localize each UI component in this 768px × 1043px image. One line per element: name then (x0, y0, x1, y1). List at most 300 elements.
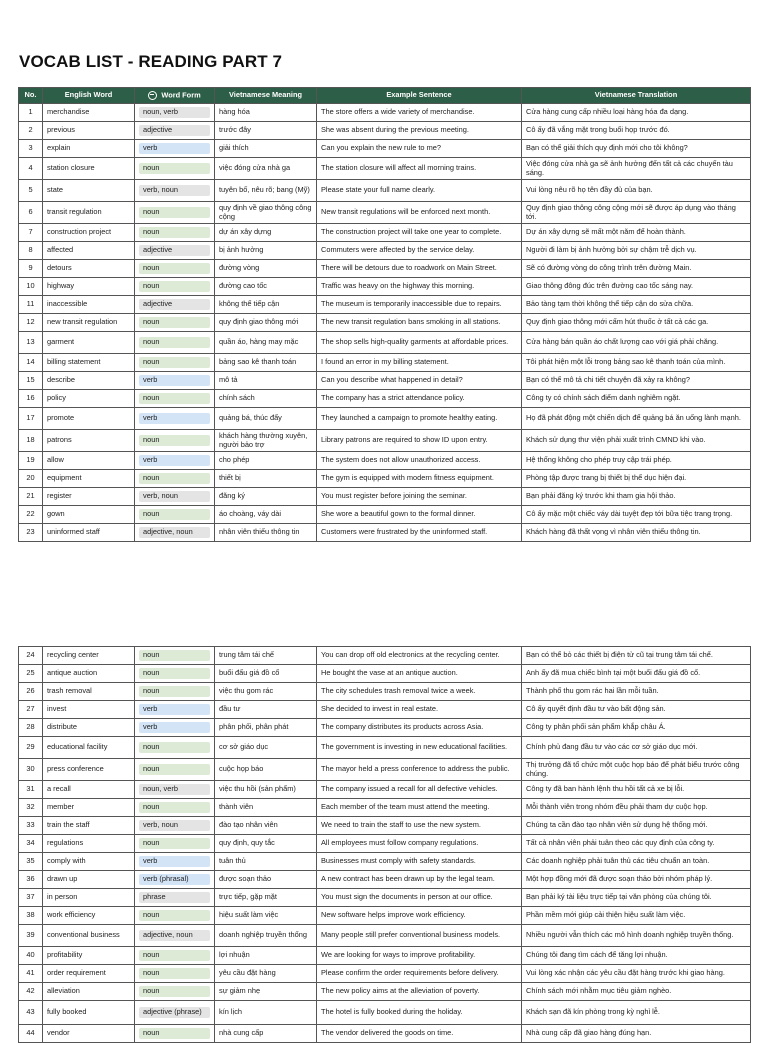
table-row (19, 817, 751, 835)
vietnamese-translation: Bạn có thể mô tả chi tiết chuyện đã xảy ra không? (522, 372, 751, 390)
word-form-badge: noun (139, 227, 210, 238)
table-body-1 (19, 104, 751, 542)
english-word: transit regulation (43, 202, 135, 224)
row-number: 13 (19, 332, 43, 354)
word-form-cell (135, 122, 215, 140)
vietnamese-translation: Khách sử dụng thư viện phải xuất trình CMND khi vào. (522, 430, 751, 452)
english-word: member (43, 799, 135, 817)
word-form-cell (135, 1001, 215, 1025)
example-sentence: She decided to invest in real estate. (317, 701, 522, 719)
vietnamese-meaning: không thể tiếp cận (215, 296, 317, 314)
word-form-cell (135, 781, 215, 799)
row-number: 11 (19, 296, 43, 314)
vietnamese-translation: Cửa hàng bán quần áo chất lượng cao với giá phải chăng. (522, 332, 751, 354)
word-form-cell (135, 889, 215, 907)
word-form-badge: adjective (139, 125, 210, 136)
vietnamese-translation: Công ty phân phối sản phẩm khắp châu Á. (522, 719, 751, 737)
word-form-badge: noun (139, 337, 210, 348)
example-sentence: Please confirm the order requirements before delivery. (317, 965, 522, 983)
word-form-badge: noun (139, 910, 210, 921)
example-sentence: The mayor held a press conference to address the public. (317, 759, 522, 781)
table-row (19, 701, 751, 719)
table-row (19, 719, 751, 737)
row-number: 6 (19, 202, 43, 224)
word-form-cell (135, 202, 215, 224)
example-sentence: You must register before joining the seminar. (317, 488, 522, 506)
word-form-badge: noun (139, 509, 210, 520)
table-row (19, 180, 751, 202)
vietnamese-meaning: quần áo, hàng may mặc (215, 332, 317, 354)
vietnamese-translation: Người đi làm bị ảnh hưởng bởi sự chậm trễ dịch vụ. (522, 242, 751, 260)
table-row (19, 104, 751, 122)
table-row (19, 278, 751, 296)
word-form-cell (135, 853, 215, 871)
example-sentence: Commuters were affected by the service delay. (317, 242, 522, 260)
example-sentence: The station closure will affect all morning trains. (317, 158, 522, 180)
english-word: train the staff (43, 817, 135, 835)
word-form-cell (135, 488, 215, 506)
vietnamese-translation: Vui lòng nêu rõ họ tên đầy đủ của bạn. (522, 180, 751, 202)
vietnamese-meaning: việc thu hồi (sản phẩm) (215, 781, 317, 799)
example-sentence: All employees must follow company regulations. (317, 835, 522, 853)
table-row (19, 452, 751, 470)
example-sentence: The new transit regulation bans smoking in all stations. (317, 314, 522, 332)
example-sentence: The new policy aims at the alleviation of poverty. (317, 983, 522, 1001)
vietnamese-meaning: việc đóng cửa nhà ga (215, 158, 317, 180)
header-word-form (135, 88, 215, 104)
word-form-icon (148, 91, 157, 100)
word-form-badge: verb, noun (139, 491, 210, 502)
vietnamese-translation: Một hợp đồng mới đã được soạn thảo bởi nhóm pháp lý. (522, 871, 751, 889)
vietnamese-meaning: đào tạo nhân viên (215, 817, 317, 835)
word-form-cell (135, 907, 215, 925)
table-row (19, 781, 751, 799)
vietnamese-meaning: buổi đấu giá đồ cổ (215, 665, 317, 683)
table-row (19, 799, 751, 817)
example-sentence: Each member of the team must attend the meeting. (317, 799, 522, 817)
example-sentence: The company issued a recall for all defective vehicles. (317, 781, 522, 799)
example-sentence: The city schedules trash removal twice a week. (317, 683, 522, 701)
vietnamese-translation: Cửa hàng cung cấp nhiều loại hàng hóa đa dạng. (522, 104, 751, 122)
table-row (19, 314, 751, 332)
vietnamese-translation: Sẽ có đường vòng do công trình trên đường Main. (522, 260, 751, 278)
word-form-cell (135, 224, 215, 242)
row-number: 5 (19, 180, 43, 202)
vietnamese-meaning: bị ảnh hưởng (215, 242, 317, 260)
vietnamese-meaning: đầu tư (215, 701, 317, 719)
table-row (19, 488, 751, 506)
word-form-badge: noun (139, 686, 210, 697)
english-word: allow (43, 452, 135, 470)
vietnamese-translation: Quy định giao thông công cộng mới sẽ được áp dụng vào tháng tới. (522, 202, 751, 224)
header-word-form-label: Word Form (161, 90, 201, 100)
word-form-cell (135, 452, 215, 470)
word-form-badge: verb (139, 413, 210, 424)
word-form-badge: noun (139, 838, 210, 849)
english-word: comply with (43, 853, 135, 871)
example-sentence: Library patrons are required to show ID upon entry. (317, 430, 522, 452)
word-form-cell (135, 737, 215, 759)
word-form-badge: verb (139, 704, 210, 715)
vietnamese-meaning: trung tâm tái chế (215, 647, 317, 665)
vietnamese-meaning: tuân thủ (215, 853, 317, 871)
word-form-badge: verb (139, 856, 210, 867)
row-number: 30 (19, 759, 43, 781)
vietnamese-meaning: hàng hóa (215, 104, 317, 122)
example-sentence: The store offers a wide variety of merchandise. (317, 104, 522, 122)
english-word: distribute (43, 719, 135, 737)
row-number: 42 (19, 983, 43, 1001)
word-form-badge: adjective (phrase) (139, 1007, 210, 1018)
table-row (19, 947, 751, 965)
word-form-badge: noun (139, 281, 210, 292)
english-word: regulations (43, 835, 135, 853)
vietnamese-meaning: hiệu suất làm việc (215, 907, 317, 925)
word-form-cell (135, 524, 215, 542)
word-form-cell (135, 332, 215, 354)
word-form-badge: adjective (139, 299, 210, 310)
row-number: 9 (19, 260, 43, 278)
table-row (19, 122, 751, 140)
vietnamese-translation: Bạn có thể bỏ các thiết bị điện tử cũ tại trung tâm tái chế. (522, 647, 751, 665)
table-row (19, 332, 751, 354)
table-row (19, 737, 751, 759)
row-number: 22 (19, 506, 43, 524)
vietnamese-meaning: đường vòng (215, 260, 317, 278)
word-form-badge: adjective, noun (139, 527, 210, 538)
example-sentence: New transit regulations will be enforced next month. (317, 202, 522, 224)
table-header-row (19, 88, 751, 104)
vietnamese-meaning: sự giảm nhẹ (215, 983, 317, 1001)
example-sentence: The hotel is fully booked during the holiday. (317, 1001, 522, 1025)
row-number: 10 (19, 278, 43, 296)
english-word: recycling center (43, 647, 135, 665)
word-form-cell (135, 180, 215, 202)
vietnamese-translation: Chúng ta cần đào tạo nhân viên sử dụng hệ thống mới. (522, 817, 751, 835)
word-form-badge: noun (139, 163, 210, 174)
vietnamese-translation: Khách sạn đã kín phòng trong kỳ nghỉ lễ. (522, 1001, 751, 1025)
example-sentence: We are looking for ways to improve profitability. (317, 947, 522, 965)
example-sentence: I found an error in my billing statement. (317, 354, 522, 372)
example-sentence: You can drop off old electronics at the recycling center. (317, 647, 522, 665)
english-word: billing statement (43, 354, 135, 372)
table-row (19, 242, 751, 260)
vietnamese-translation: Khách hàng đã thất vọng vì nhân viên thiếu thông tin. (522, 524, 751, 542)
word-form-badge: noun, verb (139, 784, 210, 795)
vietnamese-meaning: đăng ký (215, 488, 317, 506)
row-number: 27 (19, 701, 43, 719)
example-sentence: The shop sells high-quality garments at affordable prices. (317, 332, 522, 354)
english-word: order requirement (43, 965, 135, 983)
vocab-table-2 (18, 646, 751, 1043)
english-word: previous (43, 122, 135, 140)
row-number: 23 (19, 524, 43, 542)
table-row (19, 853, 751, 871)
vietnamese-translation: Bạn phải ký tài liệu trực tiếp tại văn phòng của chúng tôi. (522, 889, 751, 907)
english-word: patrons (43, 430, 135, 452)
vietnamese-translation: Chính phủ đang đầu tư vào các cơ sở giáo dục mới. (522, 737, 751, 759)
word-form-badge: noun (139, 764, 210, 775)
table-row (19, 224, 751, 242)
row-number: 37 (19, 889, 43, 907)
word-form-badge: verb (139, 143, 210, 154)
table-body-2 (19, 647, 751, 1043)
english-word: vendor (43, 1025, 135, 1043)
word-form-badge: noun (139, 435, 210, 446)
english-word: garment (43, 332, 135, 354)
word-form-cell (135, 1025, 215, 1043)
example-sentence: The museum is temporarily inaccessible due to repairs. (317, 296, 522, 314)
row-number: 41 (19, 965, 43, 983)
vietnamese-meaning: quy định giao thông mới (215, 314, 317, 332)
vietnamese-meaning: thành viên (215, 799, 317, 817)
header-vietnamese-meaning: Vietnamese Meaning (215, 88, 317, 104)
row-number: 32 (19, 799, 43, 817)
word-form-badge: noun (139, 742, 210, 753)
english-word: explain (43, 140, 135, 158)
table-row (19, 260, 751, 278)
table-row (19, 354, 751, 372)
row-number: 19 (19, 452, 43, 470)
word-form-badge: noun (139, 802, 210, 813)
vietnamese-translation: Cô ấy mặc một chiếc váy dài tuyệt đẹp tới bữa tiệc trang trọng. (522, 506, 751, 524)
row-number: 1 (19, 104, 43, 122)
vietnamese-translation: Vui lòng xác nhận các yêu cầu đặt hàng trước khi giao hàng. (522, 965, 751, 983)
example-sentence: Customers were frustrated by the uninformed staff. (317, 524, 522, 542)
vietnamese-translation: Hệ thống không cho phép truy cập trái phép. (522, 452, 751, 470)
row-number: 18 (19, 430, 43, 452)
word-form-badge: noun (139, 393, 210, 404)
vietnamese-meaning: phân phối, phân phát (215, 719, 317, 737)
word-form-badge: noun (139, 650, 210, 661)
example-sentence: The system does not allow unauthorized access. (317, 452, 522, 470)
english-word: equipment (43, 470, 135, 488)
vietnamese-translation: Anh ấy đã mua chiếc bình tại một buổi đấu giá đồ cổ. (522, 665, 751, 683)
vietnamese-translation: Chúng tôi đang tìm cách để tăng lợi nhuận. (522, 947, 751, 965)
row-number: 28 (19, 719, 43, 737)
row-number: 24 (19, 647, 43, 665)
vietnamese-translation: Họ đã phát động một chiến dịch để quảng bá ăn uống lành mạnh. (522, 408, 751, 430)
vietnamese-translation: Mỗi thành viên trong nhóm đều phải tham dự cuộc họp. (522, 799, 751, 817)
english-word: press conference (43, 759, 135, 781)
english-word: educational facility (43, 737, 135, 759)
table-row (19, 140, 751, 158)
english-word: uninformed staff (43, 524, 135, 542)
vietnamese-translation: Thành phố thu gom rác hai lần mỗi tuần. (522, 683, 751, 701)
vietnamese-translation: Nhiều người vẫn thích các mô hình doanh nghiệp truyền thống. (522, 925, 751, 947)
header-vietnamese-translation: Vietnamese Translation (522, 88, 751, 104)
example-sentence: Please state your full name clearly. (317, 180, 522, 202)
word-form-cell (135, 372, 215, 390)
row-number: 12 (19, 314, 43, 332)
row-number: 16 (19, 390, 43, 408)
table-row (19, 889, 751, 907)
word-form-badge: noun (139, 357, 210, 368)
table-row (19, 390, 751, 408)
vietnamese-translation: Dự án xây dựng sẽ mất một năm để hoàn thành. (522, 224, 751, 242)
word-form-cell (135, 665, 215, 683)
example-sentence: Can you describe what happened in detail? (317, 372, 522, 390)
header-english-word: English Word (43, 88, 135, 104)
word-form-badge: verb (139, 455, 210, 466)
vietnamese-translation: Bạn phải đăng ký trước khi tham gia hội thảo. (522, 488, 751, 506)
word-form-badge: verb (139, 722, 210, 733)
english-word: station closure (43, 158, 135, 180)
vietnamese-translation: Tôi phát hiện một lỗi trong bảng sao kê thanh toán của mình. (522, 354, 751, 372)
vietnamese-meaning: đường cao tốc (215, 278, 317, 296)
english-word: promote (43, 408, 135, 430)
english-word: construction project (43, 224, 135, 242)
row-number: 39 (19, 925, 43, 947)
row-number: 36 (19, 871, 43, 889)
row-number: 2 (19, 122, 43, 140)
table-row (19, 907, 751, 925)
word-form-badge: noun (139, 950, 210, 961)
word-form-cell (135, 314, 215, 332)
vietnamese-meaning: mô tả (215, 372, 317, 390)
word-form-cell (135, 983, 215, 1001)
table-row (19, 965, 751, 983)
english-word: a recall (43, 781, 135, 799)
word-form-cell (135, 647, 215, 665)
word-form-badge: phrase (139, 892, 210, 903)
word-form-badge: noun (139, 473, 210, 484)
table-row (19, 759, 751, 781)
english-word: alleviation (43, 983, 135, 1001)
word-form-cell (135, 965, 215, 983)
word-form-cell (135, 506, 215, 524)
table-row (19, 408, 751, 430)
word-form-cell (135, 140, 215, 158)
vietnamese-meaning: nhà cung cấp (215, 1025, 317, 1043)
table-row (19, 202, 751, 224)
example-sentence: They launched a campaign to promote healthy eating. (317, 408, 522, 430)
word-form-cell (135, 242, 215, 260)
example-sentence: There will be detours due to roadwork on Main Street. (317, 260, 522, 278)
english-word: profitability (43, 947, 135, 965)
table-row (19, 1001, 751, 1025)
vietnamese-translation: Phần mềm mới giúp cải thiện hiệu suất làm việc. (522, 907, 751, 925)
vietnamese-translation: Chính sách mới nhằm mục tiêu giảm nghèo. (522, 983, 751, 1001)
row-number: 7 (19, 224, 43, 242)
english-word: detours (43, 260, 135, 278)
vietnamese-meaning: được soạn thảo (215, 871, 317, 889)
vietnamese-meaning: tuyên bố, nêu rõ; bang (Mỹ) (215, 180, 317, 202)
table-row (19, 506, 751, 524)
row-number: 20 (19, 470, 43, 488)
word-form-badge: verb (139, 375, 210, 386)
word-form-cell (135, 835, 215, 853)
vietnamese-meaning: giải thích (215, 140, 317, 158)
row-number: 29 (19, 737, 43, 759)
vietnamese-meaning: việc thu gom rác (215, 683, 317, 701)
row-number: 17 (19, 408, 43, 430)
row-number: 8 (19, 242, 43, 260)
vietnamese-meaning: cuộc họp báo (215, 759, 317, 781)
word-form-badge: noun (139, 1028, 210, 1039)
example-sentence: She was absent during the previous meeting. (317, 122, 522, 140)
word-form-cell (135, 354, 215, 372)
example-sentence: We need to train the staff to use the new system. (317, 817, 522, 835)
word-form-badge: adjective, noun (139, 930, 210, 941)
word-form-cell (135, 296, 215, 314)
vietnamese-meaning: doanh nghiệp truyền thống (215, 925, 317, 947)
example-sentence: He bought the vase at an antique auction. (317, 665, 522, 683)
vietnamese-translation: Tất cả nhân viên phải tuân theo các quy định của công ty. (522, 835, 751, 853)
word-form-badge: noun (139, 968, 210, 979)
row-number: 35 (19, 853, 43, 871)
english-word: highway (43, 278, 135, 296)
vietnamese-meaning: nhân viên thiếu thông tin (215, 524, 317, 542)
example-sentence: Businesses must comply with safety standards. (317, 853, 522, 871)
vietnamese-meaning: trực tiếp, gặp mặt (215, 889, 317, 907)
word-form-cell (135, 260, 215, 278)
example-sentence: The vendor delivered the goods on time. (317, 1025, 522, 1043)
table-row (19, 983, 751, 1001)
table-row (19, 1025, 751, 1043)
vietnamese-translation: Phòng tập được trang bị thiết bị thể dục hiện đại. (522, 470, 751, 488)
word-form-badge: noun (139, 986, 210, 997)
vietnamese-meaning: kín lịch (215, 1001, 317, 1025)
table-row (19, 372, 751, 390)
vietnamese-meaning: yêu cầu đặt hàng (215, 965, 317, 983)
row-number: 34 (19, 835, 43, 853)
vietnamese-meaning: bảng sao kê thanh toán (215, 354, 317, 372)
word-form-cell (135, 104, 215, 122)
example-sentence: The company distributes its products across Asia. (317, 719, 522, 737)
english-word: invest (43, 701, 135, 719)
word-form-cell (135, 799, 215, 817)
row-number: 15 (19, 372, 43, 390)
page-title: VOCAB LIST - READING PART 7 (19, 52, 283, 71)
word-form-badge: noun (139, 263, 210, 274)
word-form-cell (135, 683, 215, 701)
english-word: fully booked (43, 1001, 135, 1025)
english-word: drawn up (43, 871, 135, 889)
vietnamese-meaning: thiết bị (215, 470, 317, 488)
word-form-cell (135, 390, 215, 408)
word-form-badge: noun (139, 668, 210, 679)
english-word: in person (43, 889, 135, 907)
row-number: 44 (19, 1025, 43, 1043)
table-row (19, 835, 751, 853)
example-sentence: Can you explain the new rule to me? (317, 140, 522, 158)
word-form-cell (135, 408, 215, 430)
example-sentence: She wore a beautiful gown to the formal dinner. (317, 506, 522, 524)
table-row (19, 524, 751, 542)
vietnamese-meaning: cơ sở giáo dục (215, 737, 317, 759)
word-form-badge: adjective (139, 245, 210, 256)
vietnamese-translation: Cô ấy quyết định đầu tư vào bất động sản. (522, 701, 751, 719)
english-word: register (43, 488, 135, 506)
vietnamese-translation: Cô ấy đã vắng mặt trong buổi họp trước đó. (522, 122, 751, 140)
table-row (19, 647, 751, 665)
vietnamese-meaning: trước đây (215, 122, 317, 140)
english-word: describe (43, 372, 135, 390)
english-word: new transit regulation (43, 314, 135, 332)
vietnamese-translation: Bạn có thể giải thích quy định mới cho tôi không? (522, 140, 751, 158)
english-word: affected (43, 242, 135, 260)
row-number: 38 (19, 907, 43, 925)
example-sentence: Traffic was heavy on the highway this morning. (317, 278, 522, 296)
table-row (19, 683, 751, 701)
example-sentence: The construction project will take one year to complete. (317, 224, 522, 242)
row-number: 40 (19, 947, 43, 965)
vietnamese-meaning: quy định, quy tắc (215, 835, 317, 853)
row-number: 33 (19, 817, 43, 835)
example-sentence: The gym is equipped with modern fitness equipment. (317, 470, 522, 488)
vietnamese-translation: Các doanh nghiệp phải tuân thủ các tiêu chuẩn an toàn. (522, 853, 751, 871)
